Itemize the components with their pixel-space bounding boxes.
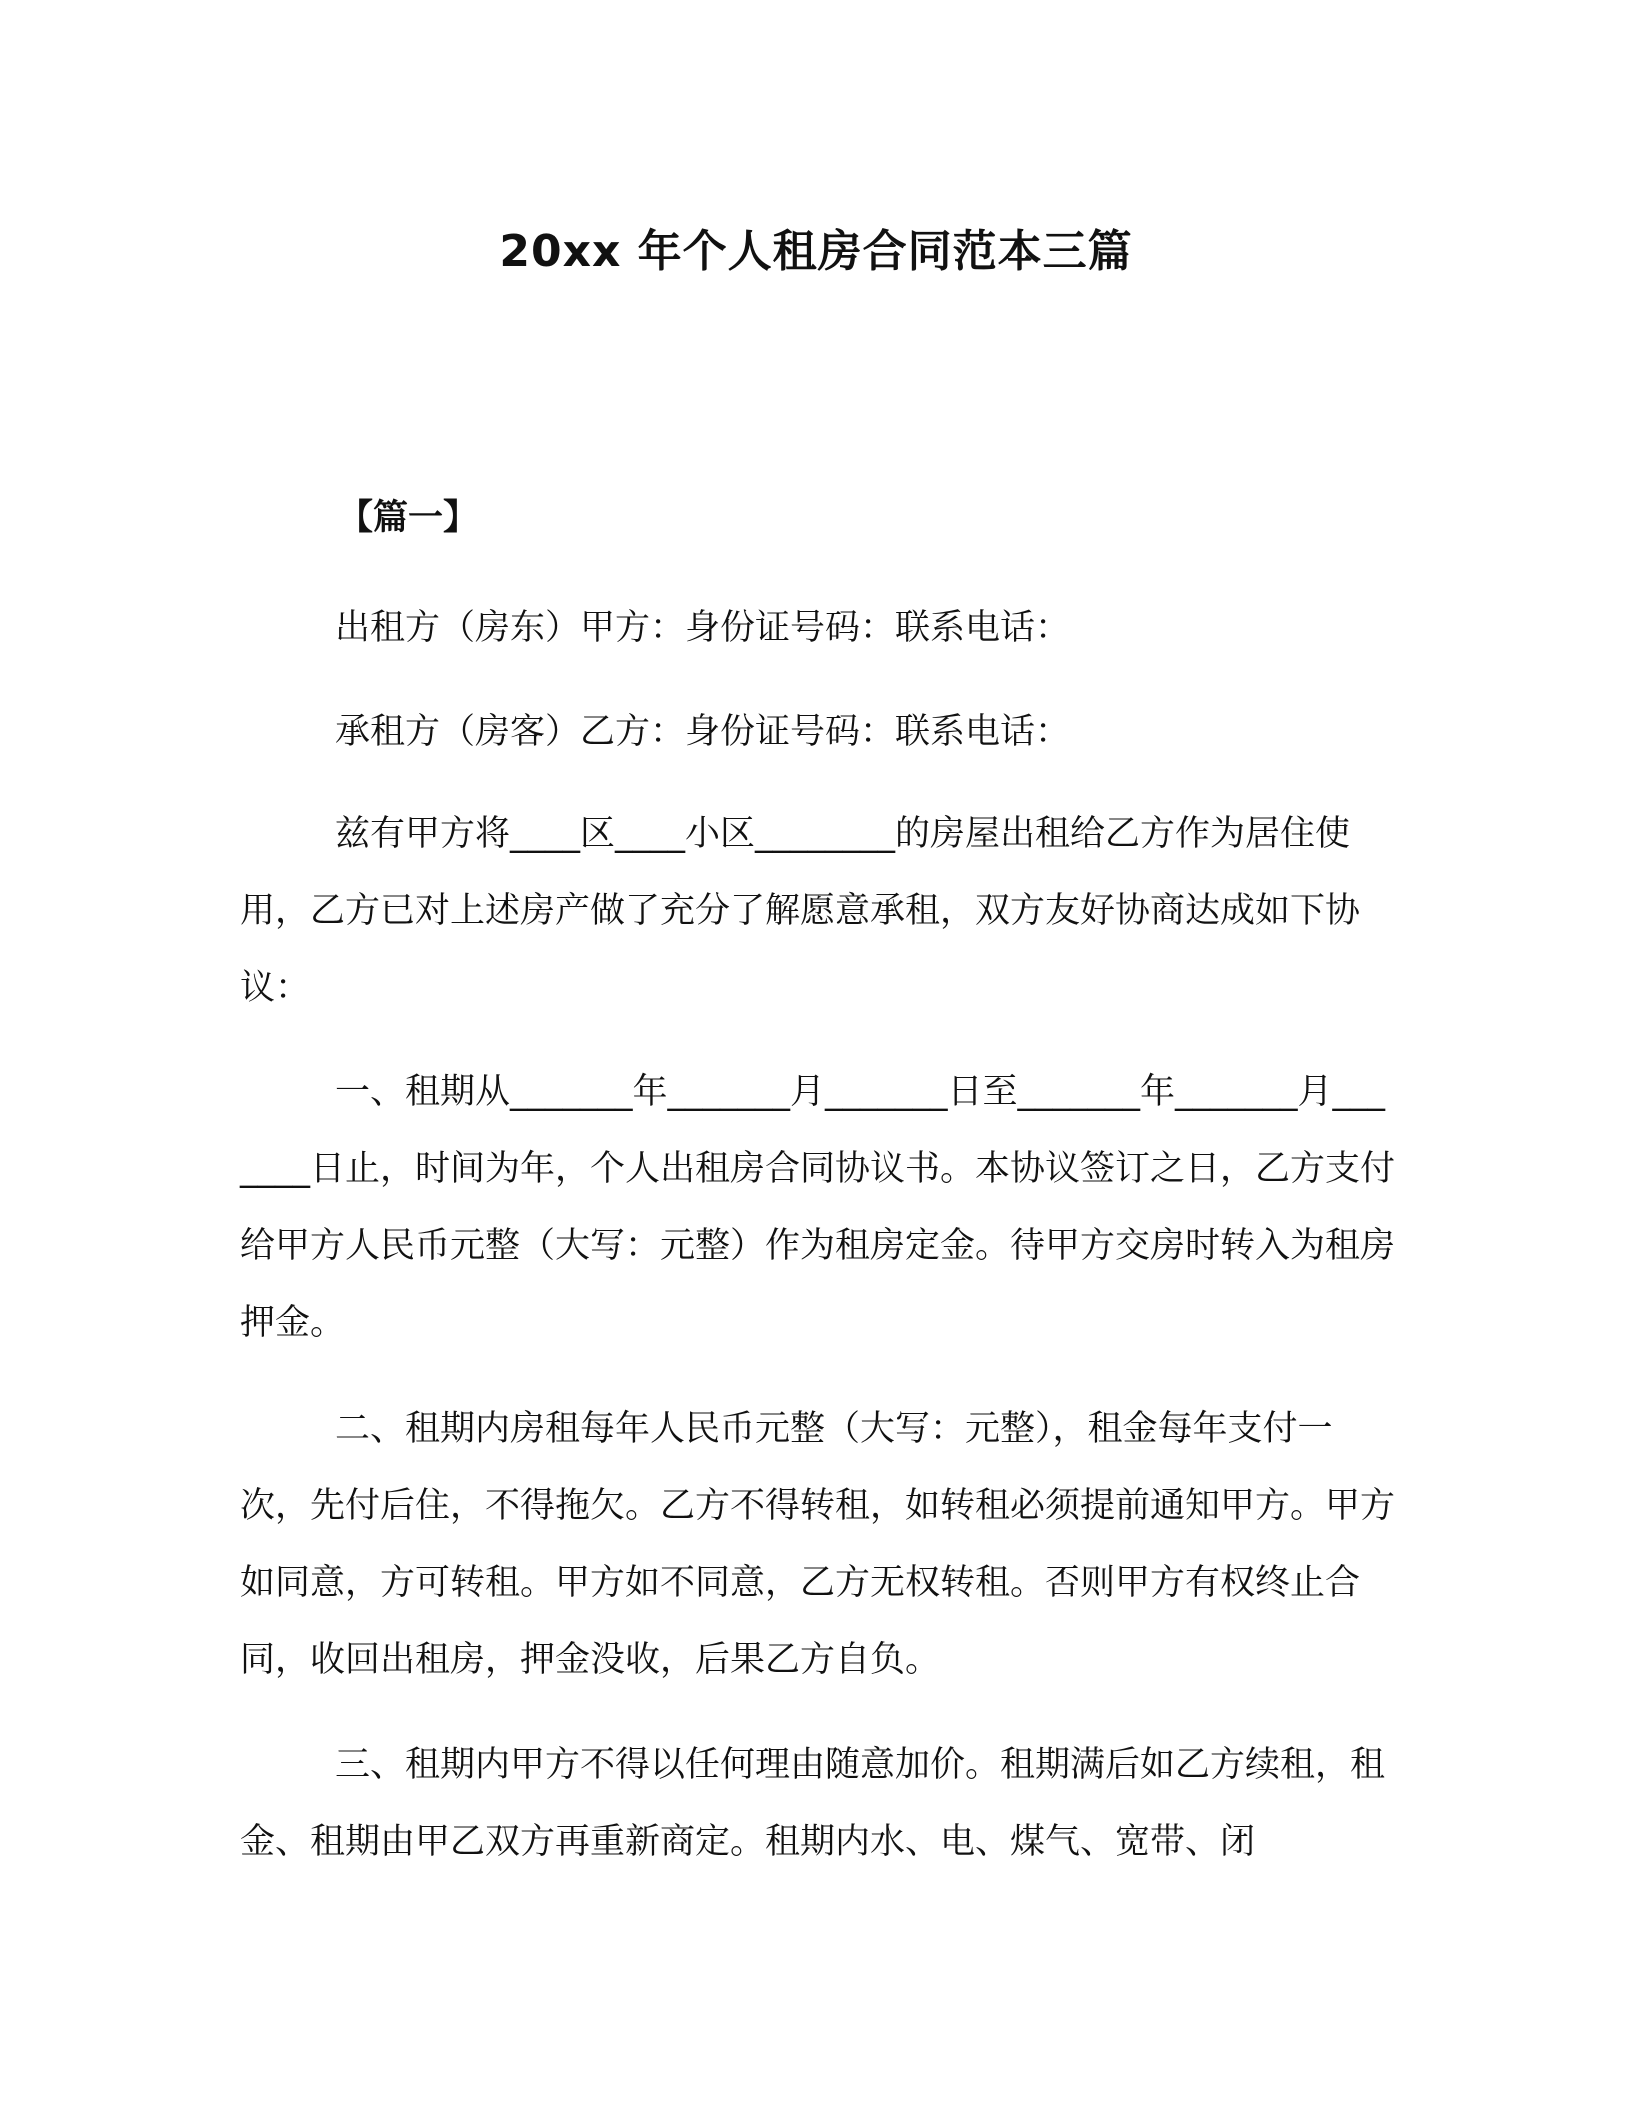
lessor-line: 出租方（房东）甲方：身份证号码：联系电话： bbox=[335, 608, 1071, 648]
clause-two-paragraph: 二、租期内房租每年人民币元整（大写：元整），租金每年支付一次，先付后住，不得拖欠。乙方不得转租，如转租必须提前通知甲方。甲方如同意，方可转租。甲方如不同意，乙方无权转租。否则甲方有权终止合同，收回出租房，押金没收，后果乙方自负。 bbox=[240, 1409, 1396, 1680]
clause-three-paragraph: 三、租期内甲方不得以任何理由随意加价。租期满后如乙方续租，租金、租期由甲乙双方再重新商定。租期内水、电、煤气、宽带、闭 bbox=[240, 1745, 1386, 1862]
document-title: 20xx 年个人租房合同范本三篇 bbox=[499, 226, 1133, 277]
section-heading: 【篇一】 bbox=[338, 498, 479, 538]
lessee-line: 承租方（房客）乙方：身份证号码：联系电话： bbox=[335, 712, 1071, 752]
preamble-paragraph: 兹有甲方将____区____小区________的房屋出租给乙方作为居住使用，乙方已对上述房产做了充分了解愿意承租，双方友好协商达成如下协议： bbox=[240, 814, 1361, 1008]
clause-one-paragraph: 一、租期从_______年_______月_______日至_______年_______月_______日止，时间为年，个人出租房合同协议书。本协议签订之日，乙方支付给甲方人民币元整（大写：元整）作为租房定金。待甲方交房时转入为租房押金。 bbox=[240, 1072, 1396, 1343]
